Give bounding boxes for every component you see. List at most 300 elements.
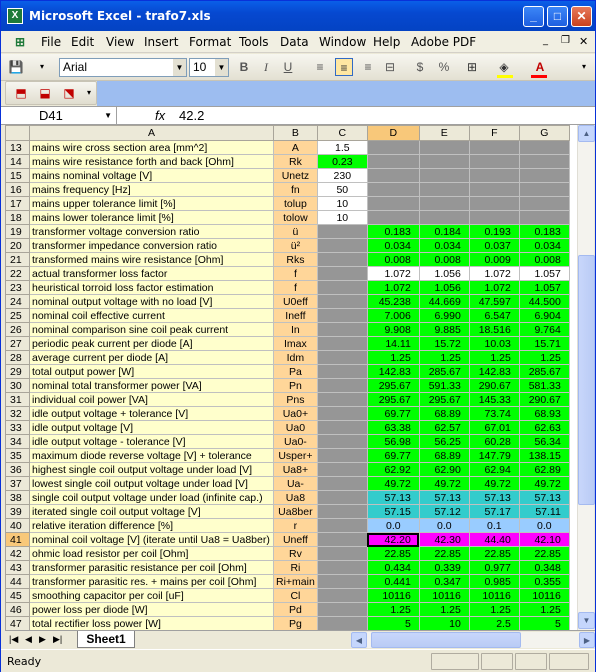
cell-value[interactable]: 5: [367, 617, 419, 631]
cell-input[interactable]: [317, 575, 367, 589]
menu-insert[interactable]: Insert: [144, 35, 179, 49]
column-header[interactable]: C: [317, 126, 367, 141]
cell-value[interactable]: 10116: [419, 589, 469, 603]
cell-symbol[interactable]: Ua0-: [274, 435, 318, 449]
cell-value[interactable]: 0.347: [419, 575, 469, 589]
cell-value[interactable]: [419, 141, 469, 155]
cell-symbol[interactable]: Rv: [274, 547, 318, 561]
cell-value[interactable]: 73.74: [469, 407, 519, 421]
cell-value[interactable]: 57.15: [367, 505, 419, 519]
workbook-icon[interactable]: ⊞: [14, 35, 26, 49]
cell-input[interactable]: [317, 561, 367, 575]
cell-input[interactable]: [317, 365, 367, 379]
cell-input[interactable]: [317, 351, 367, 365]
scroll-left-icon[interactable]: ◀: [351, 632, 367, 648]
cell-description[interactable]: periodic peak current per diode [A]: [30, 337, 274, 351]
excel-app-icon[interactable]: X: [7, 8, 23, 24]
merge-center-icon[interactable]: ⊟: [384, 60, 396, 74]
cell-description[interactable]: power loss per diode [W]: [30, 603, 274, 617]
cell-value[interactable]: [419, 197, 469, 211]
cell-value[interactable]: 45.238: [367, 295, 419, 309]
pdf-email-icon[interactable]: ⬓: [39, 86, 51, 100]
row-header[interactable]: 20: [6, 239, 30, 253]
cell-description[interactable]: transformer voltage conversion ratio: [30, 225, 274, 239]
cell-input[interactable]: [317, 239, 367, 253]
cell-value[interactable]: 62.94: [469, 463, 519, 477]
cell-value[interactable]: 62.63: [519, 421, 569, 435]
fill-color-icon[interactable]: ◈: [499, 60, 509, 74]
cell-symbol[interactable]: f: [274, 267, 318, 281]
cell-description[interactable]: transformer parasitic resistance per coil [Ohm]: [30, 561, 274, 575]
italic-icon[interactable]: I: [264, 60, 268, 74]
first-sheet-icon[interactable]: |◀: [9, 634, 19, 644]
cell-value[interactable]: [367, 169, 419, 183]
cell-value[interactable]: 68.93: [519, 407, 569, 421]
cell-value[interactable]: 15.72: [419, 337, 469, 351]
cell-value[interactable]: 145.33: [469, 393, 519, 407]
cell-input[interactable]: [317, 267, 367, 281]
cell-value[interactable]: [367, 141, 419, 155]
cell-value[interactable]: 10116: [519, 589, 569, 603]
cell-value[interactable]: 290.67: [469, 379, 519, 393]
cell-value[interactable]: 9.908: [367, 323, 419, 337]
row-header[interactable]: 35: [6, 449, 30, 463]
cell-input[interactable]: [317, 589, 367, 603]
cell-value[interactable]: 22.85: [469, 547, 519, 561]
underline-icon[interactable]: U: [283, 60, 293, 74]
cell-value[interactable]: 10116: [367, 589, 419, 603]
cell-value[interactable]: 0.1: [469, 519, 519, 533]
cell-value[interactable]: 69.77: [367, 407, 419, 421]
cell-value[interactable]: 1.072: [367, 267, 419, 281]
cell-symbol[interactable]: Pn: [274, 379, 318, 393]
cell-value[interactable]: 591.33: [419, 379, 469, 393]
cell-value[interactable]: 57.13: [367, 491, 419, 505]
prev-sheet-icon[interactable]: ◀: [25, 634, 32, 644]
cell-symbol[interactable]: Ineff: [274, 309, 318, 323]
cell-value[interactable]: 49.72: [469, 477, 519, 491]
cell-value[interactable]: [367, 197, 419, 211]
cell-value[interactable]: 57.13: [469, 491, 519, 505]
cell-value[interactable]: 62.89: [519, 463, 569, 477]
cell-value[interactable]: 0.339: [419, 561, 469, 575]
cell-symbol[interactable]: Usper+: [274, 449, 318, 463]
cell-value[interactable]: 18.516: [469, 323, 519, 337]
cell-symbol[interactable]: f: [274, 281, 318, 295]
cell-value[interactable]: 147.79: [469, 449, 519, 463]
cell-value[interactable]: 0.183: [519, 225, 569, 239]
cell-description[interactable]: total rectifier loss power [W]: [30, 617, 274, 631]
cell-value[interactable]: 42.30: [419, 533, 469, 547]
cell-input[interactable]: 10: [317, 211, 367, 225]
cell-value[interactable]: 6.990: [419, 309, 469, 323]
row-header[interactable]: 19: [6, 225, 30, 239]
cell-input[interactable]: [317, 309, 367, 323]
doc-minimize-icon[interactable]: _: [543, 35, 548, 46]
cell-input[interactable]: [317, 449, 367, 463]
cell-symbol[interactable]: Pd: [274, 603, 318, 617]
chevron-down-icon[interactable]: ▼: [104, 111, 112, 120]
cell-input[interactable]: [317, 463, 367, 477]
chevron-down-icon[interactable]: ▼: [215, 59, 228, 76]
menu-file[interactable]: File: [41, 35, 62, 49]
cell-symbol[interactable]: r: [274, 519, 318, 533]
cell-input[interactable]: [317, 323, 367, 337]
cell-value[interactable]: 1.25: [367, 603, 419, 617]
cell-symbol[interactable]: Unetz: [274, 169, 318, 183]
cell-value[interactable]: 57.17: [469, 505, 519, 519]
cell-value[interactable]: 56.34: [519, 435, 569, 449]
cell-description[interactable]: nominal coil effective current: [30, 309, 274, 323]
font-color-icon[interactable]: A: [535, 60, 545, 74]
horizontal-scrollbar[interactable]: [351, 632, 595, 648]
cell-value[interactable]: 1.057: [519, 267, 569, 281]
cell-value[interactable]: [469, 155, 519, 169]
cell-input[interactable]: [317, 519, 367, 533]
row-header[interactable]: 28: [6, 351, 30, 365]
row-header[interactable]: 18: [6, 211, 30, 225]
cell-value[interactable]: 581.33: [519, 379, 569, 393]
cell-value[interactable]: [419, 211, 469, 225]
cell-description[interactable]: mains lower tolerance limit [%]: [30, 211, 274, 225]
cell-value[interactable]: 49.72: [367, 477, 419, 491]
cell-symbol[interactable]: Rk: [274, 155, 318, 169]
cell-value[interactable]: 10.03: [469, 337, 519, 351]
cell-value[interactable]: [519, 141, 569, 155]
cell-symbol[interactable]: Ua8+: [274, 463, 318, 477]
cell-symbol[interactable]: Pns: [274, 393, 318, 407]
cell-symbol[interactable]: Ua-: [274, 477, 318, 491]
cell-value[interactable]: 0.008: [519, 253, 569, 267]
row-header[interactable]: 26: [6, 323, 30, 337]
cell-value[interactable]: 0.0: [367, 519, 419, 533]
select-all-corner[interactable]: [6, 126, 30, 141]
cell-value[interactable]: 22.85: [419, 547, 469, 561]
scroll-down-icon[interactable]: ▼: [578, 612, 595, 629]
cell-value[interactable]: 67.01: [469, 421, 519, 435]
title-bar[interactable]: [1, 1, 595, 31]
row-header[interactable]: 36: [6, 463, 30, 477]
row-header[interactable]: 24: [6, 295, 30, 309]
cell-value[interactable]: 285.67: [519, 365, 569, 379]
percent-icon[interactable]: %: [438, 60, 450, 74]
cell-value[interactable]: [519, 183, 569, 197]
row-header[interactable]: 42: [6, 547, 30, 561]
cell-symbol[interactable]: U0eff: [274, 295, 318, 309]
cell-value[interactable]: [519, 211, 569, 225]
cell-value[interactable]: 6.904: [519, 309, 569, 323]
cell-symbol[interactable]: Ua8: [274, 491, 318, 505]
font-name-select[interactable]: [59, 58, 187, 77]
cell-value[interactable]: 138.15: [519, 449, 569, 463]
cell-description[interactable]: maximum diode reverse voltage [V] + tolerance: [30, 449, 274, 463]
column-header[interactable]: F: [469, 126, 519, 141]
row-header[interactable]: 46: [6, 603, 30, 617]
cell-description[interactable]: mains frequency [Hz]: [30, 183, 274, 197]
cell-description[interactable]: nominal total transformer power [VA]: [30, 379, 274, 393]
menu-tools[interactable]: Tools: [239, 35, 269, 49]
row-header[interactable]: 13: [6, 141, 30, 155]
cell-description[interactable]: mains nominal voltage [V]: [30, 169, 274, 183]
cell-value[interactable]: 15.71: [519, 337, 569, 351]
cell-input[interactable]: [317, 435, 367, 449]
cell-value[interactable]: 142.83: [367, 365, 419, 379]
cell-symbol[interactable]: A: [274, 141, 318, 155]
cell-symbol[interactable]: fn: [274, 183, 318, 197]
sheet-tab[interactable]: Sheet1: [77, 631, 135, 648]
cell-value[interactable]: 0.037: [469, 239, 519, 253]
cell-value[interactable]: 69.77: [367, 449, 419, 463]
row-header[interactable]: 27: [6, 337, 30, 351]
vertical-scroll-thumb[interactable]: [578, 255, 595, 505]
scroll-up-icon[interactable]: ▲: [578, 125, 595, 142]
cell-value[interactable]: 1.056: [419, 267, 469, 281]
cell-input[interactable]: [317, 295, 367, 309]
menu-window[interactable]: Window: [319, 35, 367, 49]
cell-value[interactable]: 0.034: [367, 239, 419, 253]
cell-value[interactable]: [469, 141, 519, 155]
cell-value[interactable]: 0.193: [469, 225, 519, 239]
cell-value[interactable]: 1.25: [367, 351, 419, 365]
row-header[interactable]: 29: [6, 365, 30, 379]
cell-value[interactable]: 57.13: [519, 491, 569, 505]
column-header[interactable]: G: [519, 126, 569, 141]
maximize-button[interactable]: □: [547, 6, 568, 27]
row-header[interactable]: 47: [6, 617, 30, 631]
cell-value[interactable]: 60.28: [469, 435, 519, 449]
cell-value[interactable]: 22.85: [519, 547, 569, 561]
cell-symbol[interactable]: Ua8ber: [274, 505, 318, 519]
cell-value[interactable]: 5: [519, 617, 569, 631]
cell-value[interactable]: 0.0: [419, 519, 469, 533]
cell-value[interactable]: 0.184: [419, 225, 469, 239]
cell-input[interactable]: [317, 505, 367, 519]
cell-value[interactable]: [469, 197, 519, 211]
cell-value[interactable]: [419, 183, 469, 197]
cell-value[interactable]: 1.072: [367, 281, 419, 295]
cell-input[interactable]: 1.5: [317, 141, 367, 155]
worksheet-grid[interactable]: [5, 125, 577, 630]
chevron-down-icon[interactable]: ▼: [173, 59, 186, 76]
cell-input[interactable]: [317, 547, 367, 561]
cell-value[interactable]: 9.885: [419, 323, 469, 337]
row-header[interactable]: 32: [6, 407, 30, 421]
cell-value[interactable]: [367, 155, 419, 169]
cell-value[interactable]: 57.11: [519, 505, 569, 519]
doc-close-icon[interactable]: ✕: [579, 35, 589, 48]
cell-value[interactable]: 56.25: [419, 435, 469, 449]
row-header[interactable]: 39: [6, 505, 30, 519]
cell-description[interactable]: actual transformer loss factor: [30, 267, 274, 281]
cell-symbol[interactable]: tolow: [274, 211, 318, 225]
cell-input[interactable]: [317, 393, 367, 407]
cell-symbol[interactable]: Imax: [274, 337, 318, 351]
horizontal-scroll-thumb[interactable]: [371, 632, 521, 648]
column-header[interactable]: A: [30, 126, 274, 141]
cell-symbol[interactable]: In: [274, 323, 318, 337]
toolbar-options-icon[interactable]: ▾: [39, 62, 44, 71]
font-size-select[interactable]: [189, 58, 229, 77]
cell-value[interactable]: 142.83: [469, 365, 519, 379]
cell-value[interactable]: 0.183: [367, 225, 419, 239]
cell-value[interactable]: 42.10: [519, 533, 569, 547]
row-header[interactable]: 23: [6, 281, 30, 295]
cell-description[interactable]: mains upper tolerance limit [%]: [30, 197, 274, 211]
row-header[interactable]: 15: [6, 169, 30, 183]
cell-value[interactable]: 1.25: [419, 603, 469, 617]
row-header[interactable]: 22: [6, 267, 30, 281]
cell-value[interactable]: [419, 169, 469, 183]
column-header[interactable]: D: [367, 126, 419, 141]
cell-value[interactable]: 290.67: [519, 393, 569, 407]
cell-value[interactable]: 47.597: [469, 295, 519, 309]
cell-input[interactable]: 10: [317, 197, 367, 211]
row-header[interactable]: 17: [6, 197, 30, 211]
cell-description[interactable]: idle output voltage [V]: [30, 421, 274, 435]
cell-value[interactable]: 0.348: [519, 561, 569, 575]
cell-description[interactable]: iterated single coil output voltage [V]: [30, 505, 274, 519]
cell-value[interactable]: 2.5: [469, 617, 519, 631]
currency-icon[interactable]: $: [416, 60, 424, 74]
pdf-toolbar-options-icon[interactable]: ▾: [86, 88, 91, 97]
cell-value[interactable]: 295.67: [367, 393, 419, 407]
cell-value[interactable]: 285.67: [419, 365, 469, 379]
cell-symbol[interactable]: Pa: [274, 365, 318, 379]
cell-symbol[interactable]: Pg: [274, 617, 318, 631]
cell-description[interactable]: ohmic load resistor per coil [Ohm]: [30, 547, 274, 561]
cell-value[interactable]: 0.434: [367, 561, 419, 575]
cell-description[interactable]: nominal coil voltage [V] (iterate until Ua8 = Ua8ber): [30, 533, 274, 547]
cell-value[interactable]: 1.072: [469, 281, 519, 295]
cell-value[interactable]: 1.056: [419, 281, 469, 295]
column-header[interactable]: B: [274, 126, 318, 141]
vertical-scrollbar[interactable]: [577, 125, 594, 630]
row-header[interactable]: 16: [6, 183, 30, 197]
cell-value[interactable]: 10116: [469, 589, 519, 603]
row-header[interactable]: 14: [6, 155, 30, 169]
cell-value[interactable]: 49.72: [519, 477, 569, 491]
cell-description[interactable]: transformer parasitic res. + mains per coil [Ohm]: [30, 575, 274, 589]
cell-value[interactable]: 1.25: [519, 603, 569, 617]
cell-input[interactable]: 230: [317, 169, 367, 183]
toolbar-overflow-icon[interactable]: ▾: [581, 62, 586, 71]
menu-adobe-pdf[interactable]: Adobe PDF: [411, 35, 477, 49]
cell-input[interactable]: [317, 617, 367, 631]
cell-symbol[interactable]: Idm: [274, 351, 318, 365]
cell-value[interactable]: 1.072: [469, 267, 519, 281]
cell-input[interactable]: [317, 253, 367, 267]
cell-symbol[interactable]: Ua0: [274, 421, 318, 435]
cell-description[interactable]: idle output voltage - tolerance [V]: [30, 435, 274, 449]
cell-input[interactable]: [317, 337, 367, 351]
cell-value[interactable]: 1.25: [519, 351, 569, 365]
formula-input[interactable]: 42.2: [179, 108, 205, 123]
cell-value[interactable]: 0.034: [419, 239, 469, 253]
cell-value[interactable]: 0.009: [469, 253, 519, 267]
cell-value[interactable]: 7.006: [367, 309, 419, 323]
row-header[interactable]: 43: [6, 561, 30, 575]
bold-icon[interactable]: B: [239, 60, 249, 74]
cell-value[interactable]: 62.57: [419, 421, 469, 435]
column-header[interactable]: E: [419, 126, 469, 141]
cell-value[interactable]: 68.89: [419, 449, 469, 463]
cell-symbol[interactable]: Cl: [274, 589, 318, 603]
menu-view[interactable]: View: [106, 35, 135, 49]
cell-input[interactable]: [317, 477, 367, 491]
cell-value[interactable]: 57.13: [419, 491, 469, 505]
cell-value[interactable]: [469, 169, 519, 183]
cell-input[interactable]: [317, 421, 367, 435]
cell-value[interactable]: [519, 155, 569, 169]
cell-symbol[interactable]: Ua0+: [274, 407, 318, 421]
cell-value[interactable]: [519, 197, 569, 211]
row-header[interactable]: 37: [6, 477, 30, 491]
cell-value[interactable]: 10: [419, 617, 469, 631]
scroll-right-icon[interactable]: ▶: [579, 632, 595, 648]
name-box[interactable]: [5, 107, 117, 124]
cell-input[interactable]: 0.23: [317, 155, 367, 169]
next-sheet-icon[interactable]: ▶: [39, 634, 46, 644]
cell-value[interactable]: 6.547: [469, 309, 519, 323]
cell-input[interactable]: [317, 603, 367, 617]
cell-description[interactable]: lowest single coil output voltage under load [V]: [30, 477, 274, 491]
cell-value[interactable]: 56.98: [367, 435, 419, 449]
cell-value[interactable]: 63.38: [367, 421, 419, 435]
cell-value[interactable]: [419, 155, 469, 169]
cell-value[interactable]: 0.977: [469, 561, 519, 575]
cell-value[interactable]: 1.057: [519, 281, 569, 295]
cell-value[interactable]: 0.985: [469, 575, 519, 589]
cell-symbol[interactable]: ü²: [274, 239, 318, 253]
cell-value[interactable]: 22.85: [367, 547, 419, 561]
cell-input[interactable]: [317, 225, 367, 239]
cell-description[interactable]: heuristical torroid loss factor estimation: [30, 281, 274, 295]
cell-value[interactable]: 0.008: [419, 253, 469, 267]
cell-value[interactable]: 1.25: [469, 603, 519, 617]
minimize-button[interactable]: _: [523, 6, 544, 27]
cell-description[interactable]: smoothing capacitor per coil [uF]: [30, 589, 274, 603]
row-header[interactable]: 33: [6, 421, 30, 435]
row-header[interactable]: 45: [6, 589, 30, 603]
row-header[interactable]: 30: [6, 379, 30, 393]
cell-description[interactable]: nominal comparison sine coil peak current: [30, 323, 274, 337]
row-header[interactable]: 21: [6, 253, 30, 267]
pdf-review-icon[interactable]: ⬔: [63, 86, 75, 100]
cell-description[interactable]: mains wire resistance forth and back [Ohm]: [30, 155, 274, 169]
cell-value[interactable]: 44.500: [519, 295, 569, 309]
cell-description[interactable]: nominal output voltage with no load [V]: [30, 295, 274, 309]
cell-value[interactable]: 295.67: [419, 393, 469, 407]
cell-symbol[interactable]: Ri+main: [274, 575, 318, 589]
cell-input[interactable]: [317, 491, 367, 505]
menu-edit[interactable]: Edit: [71, 35, 95, 49]
cell-value[interactable]: 0.355: [519, 575, 569, 589]
cell-description[interactable]: mains wire cross section area [mm^2]: [30, 141, 274, 155]
cell-input[interactable]: [317, 407, 367, 421]
cell-value[interactable]: 14.11: [367, 337, 419, 351]
cell-value[interactable]: 57.12: [419, 505, 469, 519]
row-header[interactable]: 44: [6, 575, 30, 589]
cell-symbol[interactable]: Rks: [274, 253, 318, 267]
row-header[interactable]: 38: [6, 491, 30, 505]
cell-value[interactable]: [469, 211, 519, 225]
borders-icon[interactable]: ⊞: [466, 60, 478, 74]
cell-value[interactable]: 0.034: [519, 239, 569, 253]
cell-symbol[interactable]: ü: [274, 225, 318, 239]
cell-value[interactable]: 1.25: [469, 351, 519, 365]
cell-description[interactable]: single coil output voltage under load (infinite cap.): [30, 491, 274, 505]
close-button[interactable]: ✕: [571, 6, 592, 27]
